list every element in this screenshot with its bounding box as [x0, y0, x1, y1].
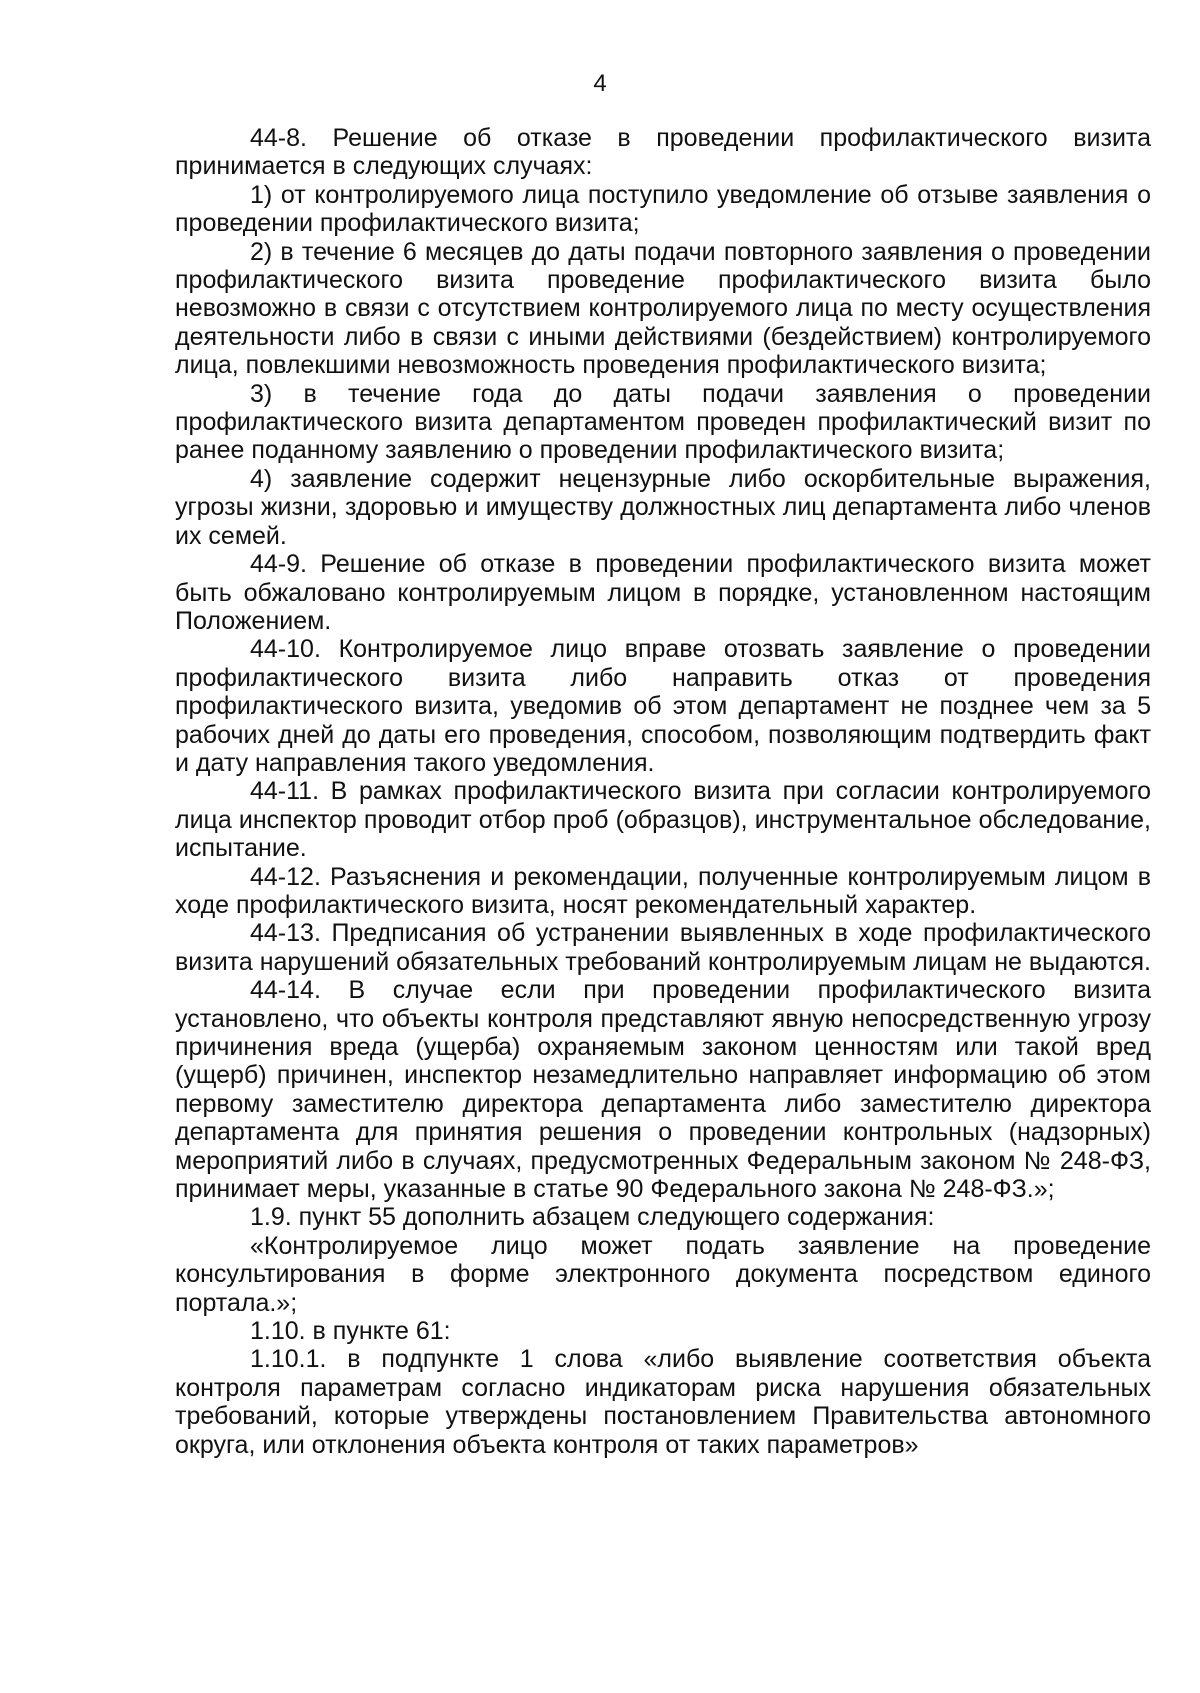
paragraph-44-13: 44-13. Предписания об устранении выявленных в ходе профилактического визита нарушений обязательных требований контролируемым лицам не выдаются.: [175, 919, 1151, 976]
paragraph-44-9: 44-9. Решение об отказе в проведении профилактического визита может быть обжаловано контролируемым лицом в порядке, установленном настоящим Положением.: [175, 550, 1151, 635]
paragraph-1-9: 1.9. пункт 55 дополнить абзацем следующего содержания:: [250, 1203, 935, 1232]
paragraph-44-8-item-2: 2) в течение 6 месяцев до даты подачи повторного заявления о проведении профилактического визита проведение профилактического визита было невозможно в связи с отсутствием контролируемого лица по месту осуществления деятельности либо в связи с иными действиями (бездействием) контролируемого лица, повлекшими невозможность проведения профилактического визита;: [175, 237, 1151, 380]
paragraph-44-14: 44-14. В случае если при проведении профилактического визита установлено, что объекты контроля представляют явную непосредственную угрозу причинения вреда (ущерба) охраняемым законом ценностям или такой вред (ущерб) причинен, инспектор незамедлительно направляет информацию об этом первому заместителю директора департамента либо заместителю директора департамента для принятия решения о проведении контрольных (надзорных) мероприятий либо в случаях, предусмотренных Федеральным законом № 248-ФЗ, принимает меры, указанные в статье 90 Федерального закона № 248-ФЗ.»;: [175, 976, 1151, 1204]
document-body: [175, 124, 1151, 1459]
paragraph-1-10: 1.10. в пункте 61:: [250, 1317, 451, 1346]
paragraph-44-8-item-4: 4) заявление содержит нецензурные либо оскорбительные выражения, угрозы жизни, здоровью и имуществу должностных лиц департамента либо членов их семей.: [175, 464, 1151, 550]
paragraph-44-8: 44-8. Решение об отказе в проведении профилактического визита принимается в следующих случаях:: [175, 124, 1151, 181]
paragraph-44-11: 44-11. В рамках профилактического визита при согласии контролируемого лица инспектор проводит отбор проб (образцов), инструментальное обследование, испытание.: [175, 777, 1151, 863]
paragraph-44-12: 44-12. Разъяснения и рекомендации, полученные контролируемым лицом в ходе профилактического визита, носят рекомендательный характер.: [175, 862, 1151, 919]
page-number: 4: [593, 70, 607, 97]
paragraph-1-10-1: 1.10.1. в подпункте 1 слова «либо выявление соответствия объекта контроля параметрам согласно индикаторам риска нарушения обязательных требований, которые утверждены постановлением Правительства автономного округа, или отклонения объекта контроля от таких параметров»: [175, 1345, 1151, 1459]
paragraph-44-10: 44-10. Контролируемое лицо вправе отозвать заявление о проведении профилактического визита либо направить отказ от проведения профилактического визита, уведомив об этом департамент не позднее чем за 5 рабочих дней до даты его проведения, способом, позволяющим подтвердить факт и дату направления такого уведомления.: [175, 635, 1151, 777]
paragraph-44-8-item-1: 1) от контролируемого лица поступило уведомление об отзыве заявления о проведении профилактического визита;: [175, 180, 1151, 238]
paragraph-44-8-item-3: 3) в течение года до даты подачи заявления о проведении профилактического визита департаментом проведен профилактический визит по ранее поданному заявлению о проведении профилактического визита;: [175, 379, 1151, 465]
paragraph-1-9-quote: «Контролируемое лицо может подать заявление на проведение консультирования в форме электронного документа посредством единого портала.»;: [175, 1231, 1151, 1317]
